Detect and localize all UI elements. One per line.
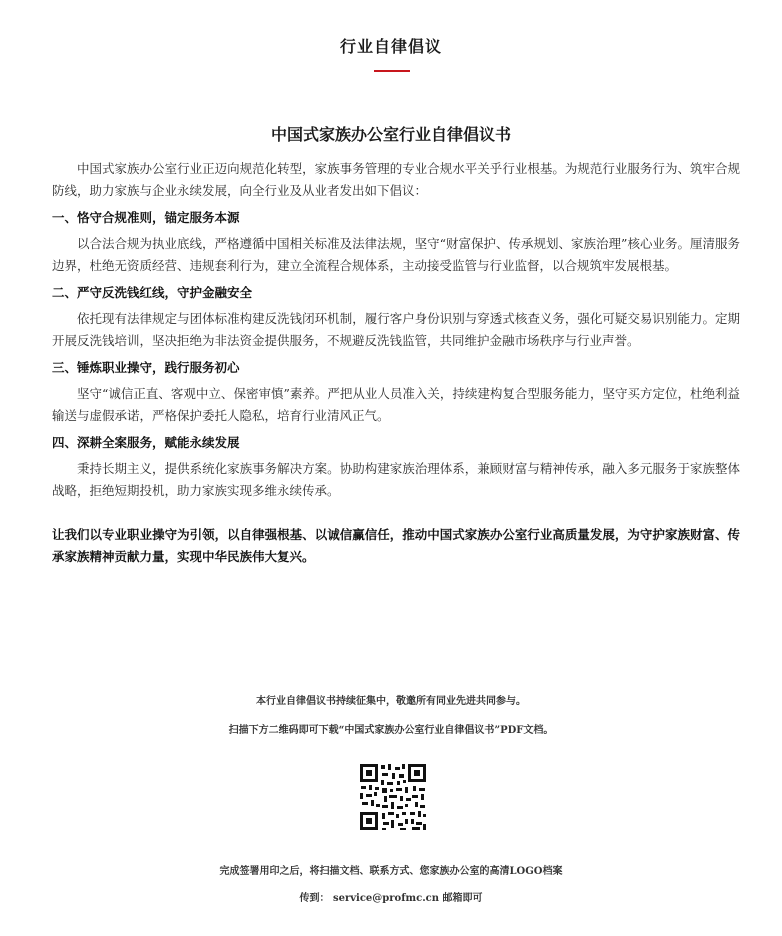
section-body-2: 依托现有法律规定与团体标准构建反洗钱闭环机制，履行客户身份识别与穿透式核查义务，强化可疑交易识别能力。定期开展反洗钱培训，坚决拒绝为非法资金提供服务，不规避反洗钱监管，共同维护金融市场秩序与行业声誉。 [52, 311, 740, 348]
footer-note-download: 扫描下方二维码即可下载“中国式家族办公室行业自律倡议书”PDF文档。 [228, 725, 554, 736]
footer-note-invite: 本行业自律倡议书持续征集中，敬邀所有同业先进共同参与。 [256, 696, 526, 707]
document-title: 中国式家族办公室行业自律倡议书 [270, 125, 511, 144]
intro-paragraph: 中国式家族办公室行业正迈向规范化转型，家族事务管理的专业合规水平关乎行业根基。为规范行业服务行为、筑牢合规防线，助力家族与企业永续发展，向全行业及从业者发出如下倡议： [52, 161, 740, 198]
document-body [52, 158, 740, 568]
closing-paragraph: 让我们以专业职业操守为引领，以自律强根基、以诚信赢信任，推动中国式家族办公室行业高质量发展，为守护家族财富、传承家族精神贡献力量，实现中华民族伟大复兴。 [52, 527, 740, 564]
page-title: 行业自律倡议 [339, 37, 442, 56]
footer-note-email: 传到： service@profmc.cn 邮箱即可 [299, 893, 483, 904]
section-heading-4: 四、深耕全案服务，赋能永续发展 [52, 435, 240, 450]
section-body-3: 坚守“诚信正直、客观中立、保密审慎”素养。严把从业人员准入关，持续建构复合型服务能力，坚守买方定位，杜绝利益输送与虚假承诺，严格保护委托人隐私，培育行业清风正气。 [52, 386, 740, 423]
qr-code-icon[interactable] [358, 762, 428, 832]
section-heading-2: 二、严守反洗钱红线，守护金融安全 [52, 285, 253, 300]
section-body-1: 以合法合规为执业底线，严格遵循中国相关标准及法律法规，坚守“财富保护、传承规划、家族治理”核心业务。厘清服务边界，杜绝无资质经营、违规套利行为，建立全流程合规体系，主动接受监管与行业监督，以合规筑牢发展根基。 [52, 236, 740, 273]
section-heading-3: 三、锤炼职业操守，践行服务初心 [52, 360, 240, 375]
section-heading-1: 一、恪守合规准则，锚定服务本源 [52, 210, 240, 225]
section-body-4: 秉持长期主义，提供系统化家族事务解决方案。协助构建家族治理体系，兼顾财富与精神传承，融入多元服务于家族整体战略，拒绝短期投机，助力家族实现多维永续传承。 [52, 461, 740, 498]
title-underline [374, 70, 410, 72]
footer-note-submission: 完成签署用印之后，将扫描文档、联系方式、您家族办公室的高清LOGO档案 [219, 866, 563, 877]
